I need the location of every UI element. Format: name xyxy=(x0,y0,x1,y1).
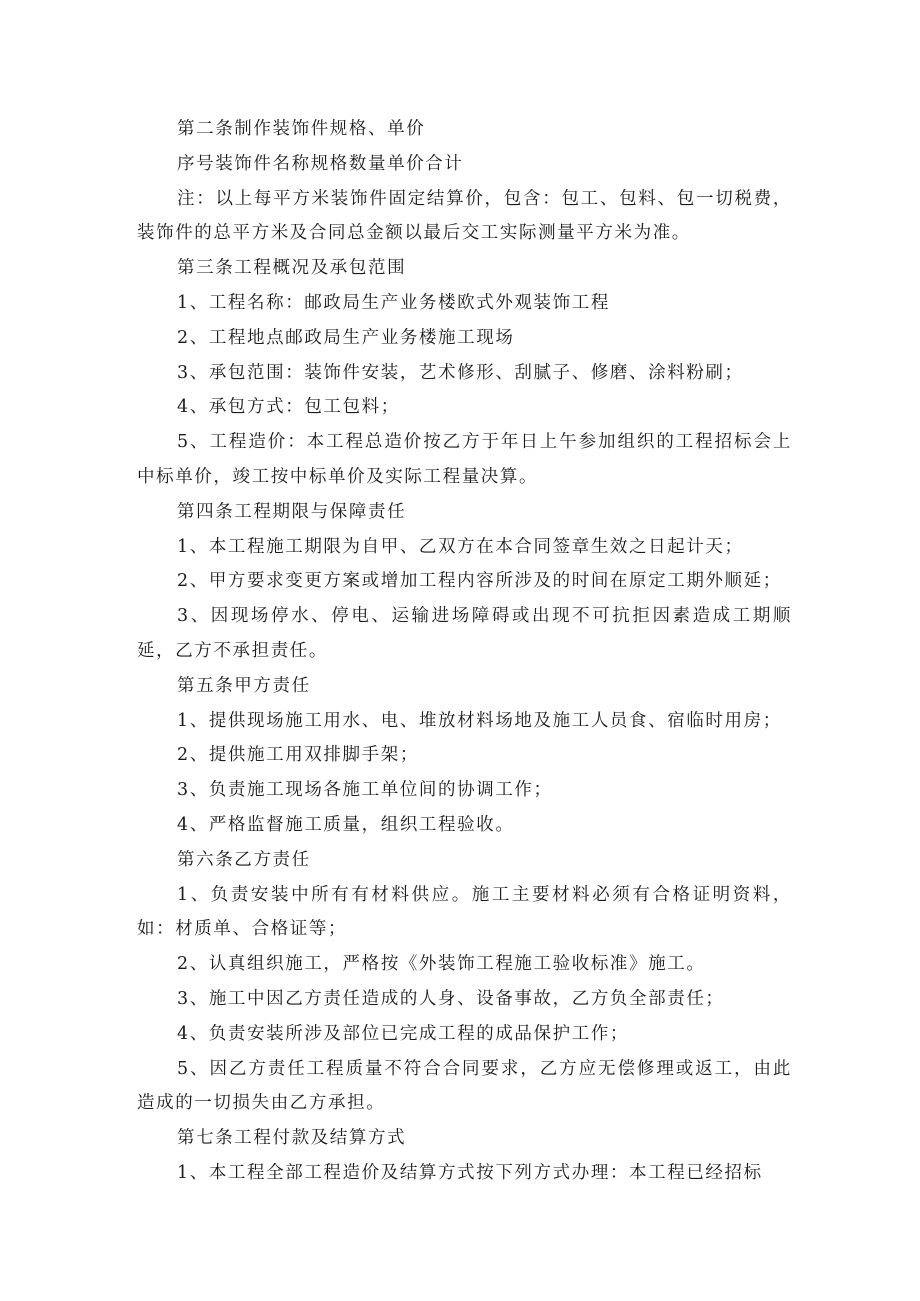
clause-5-1: 1、提供现场施工用水、电、堆放材料场地及施工人员食、宿临时用房； xyxy=(177,710,782,731)
table-header-line: 序号装饰件名称规格数量单价合计 xyxy=(177,153,464,174)
clause-5-3: 3、负责施工现场各施工单位间的协调工作； xyxy=(177,780,553,801)
section-heading-article-5: 第五条甲方责任 xyxy=(177,675,311,696)
clause-7-1: 1、本工程全部工程造价及结算方式按下列方式办理：本工程已经招标 xyxy=(177,1162,763,1183)
section-heading-article-4: 第四条工程期限与保障责任 xyxy=(177,501,407,522)
clause-4-3: 3、因现场停水、停电、运输进场障碍或出现不可抗拒因素造成工期顺延，乙方不承担责任。 xyxy=(137,606,792,661)
note-paragraph: 注：以上每平方米装饰件固定结算价，包含：包工、包料、包一切税费，装饰件的总平方米及合同总金额以最后交工实际测量平方米为准。 xyxy=(137,188,792,244)
clause-6-4: 4、负责安装所涉及部位已完成工程的成品保护工作； xyxy=(177,1023,630,1044)
clause-3-1: 1、工程名称：邮政局生产业务楼欧式外观装饰工程 xyxy=(177,292,610,313)
document-page xyxy=(137,112,792,1191)
clause-3-3: 3、承包范围：装饰件安装，艺术修形、刮腻子、修磨、涂料粉刷； xyxy=(177,362,744,383)
clause-3-4: 4、承包方式：包工包料； xyxy=(177,397,400,418)
section-heading-article-2: 第二条制作装饰件规格、单价 xyxy=(177,119,426,139)
clause-6-2: 2、认真组织施工，严格按《外装饰工程施工验收标准》施工。 xyxy=(177,954,706,975)
clause-5-2: 2、提供施工用双排脚手架； xyxy=(177,745,419,766)
clause-4-1: 1、本工程施工期限为自甲、乙双方在本合同签章生效之日起计天； xyxy=(177,536,744,557)
clause-4-2: 2、甲方要求变更方案或增加工程内容所涉及的时间在原定工期外顺延； xyxy=(177,571,782,592)
section-heading-article-7: 第七条工程付款及结算方式 xyxy=(177,1128,407,1149)
clause-3-2: 2、工程地点邮政局生产业务楼施工现场 xyxy=(177,327,515,348)
clause-5-4: 4、严格监督施工质量，组织工程验收。 xyxy=(177,814,515,835)
clause-6-1: 1、负责安装中所有有材料供应。施工主要材料必须有合格证明资料，如：材质单、合格证等； xyxy=(137,884,792,940)
clause-6-3: 3、施工中因乙方责任造成的人身、设备事故，乙方负全部责任； xyxy=(177,988,725,1009)
clause-6-5: 5、因乙方责任工程质量不符合合同要求，乙方应无偿修理或返工，由此造成的一切损失由乙方承担。 xyxy=(137,1058,792,1114)
clause-3-5: 5、工程造价：本工程总造价按乙方于年日上午参加组织的工程招标会上中标单价，竣工按中标单价及实际工程量决算。 xyxy=(137,432,792,487)
section-heading-article-3: 第三条工程概况及承包范围 xyxy=(177,258,407,279)
section-heading-article-6: 第六条乙方责任 xyxy=(177,849,311,870)
